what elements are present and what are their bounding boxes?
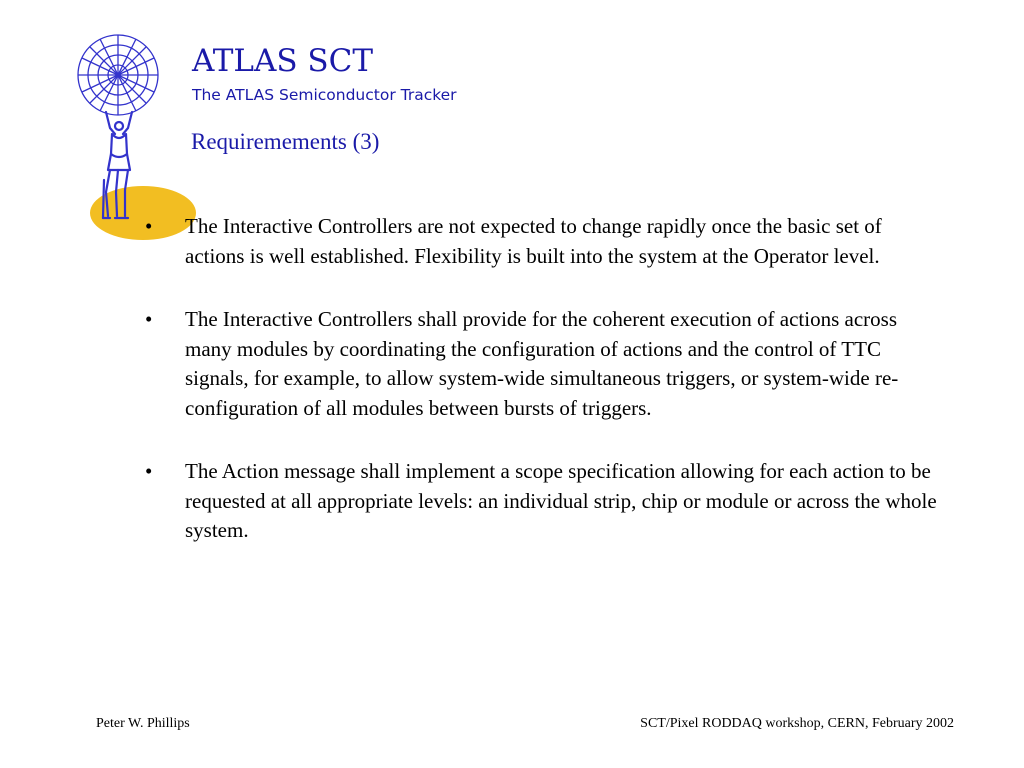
bullet-item	[142, 212, 942, 271]
bullet-text: The Action message shall implement a scope specification allowing for each action to be requested at all appropriate levels: an individual strip, chip or module or across the whole system.	[185, 459, 937, 542]
presentation-title: ATLAS SCT	[192, 43, 374, 79]
bullet-text: The Interactive Controllers shall provide for the coherent execution of actions across many modules by coordinating the configuration of actions and the control of TTC signals, for example, to allow system-wide simultaneous triggers, or system-wide re-configuration of all modules between bursts of triggers.	[185, 307, 899, 420]
atlas-logo-icon	[70, 30, 200, 240]
presentation-subtitle: The ATLAS Semiconductor Tracker	[192, 86, 457, 104]
bullet-text: The Interactive Controllers are not expected to change rapidly once the basic set of actions is well established. Flexibility is built into the system at the Operator level.	[185, 214, 882, 268]
footer-author: Peter W. Phillips	[96, 716, 190, 731]
bullet-list	[142, 212, 942, 580]
logo-globe	[78, 35, 158, 115]
bullet-item	[142, 305, 942, 423]
footer-event: SCT/Pixel RODDAQ workshop, CERN, February 2002	[640, 716, 954, 731]
bullet-mark: •	[145, 214, 153, 238]
bullet-item	[142, 457, 942, 546]
bullet-mark: •	[145, 459, 153, 483]
slide-heading: Requiremements (3)	[191, 129, 380, 154]
bullet-mark: •	[145, 307, 153, 331]
